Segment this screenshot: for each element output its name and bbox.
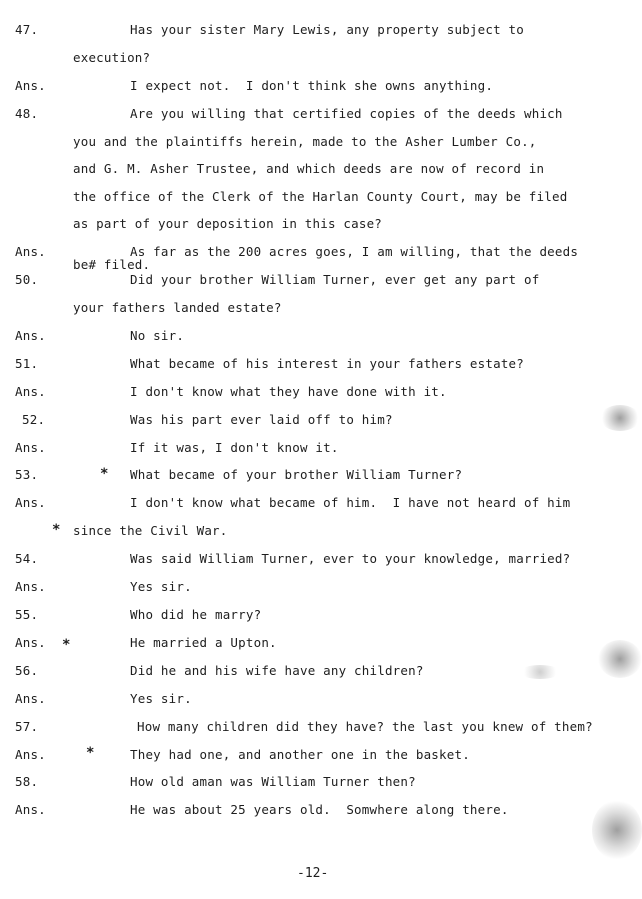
line-text: Was said William Turner, ever to your knowledge, married? [130, 551, 571, 566]
handwritten-asterisk-mark: * [52, 522, 61, 538]
handwritten-asterisk-mark: * [100, 466, 109, 482]
line-text: Has your sister Mary Lewis, any property subject to [130, 22, 525, 37]
line-label: 56. [15, 663, 39, 678]
line-text: be# filed. [73, 257, 151, 272]
scan-noise [598, 640, 642, 678]
line-text: your fathers landed estate? [73, 300, 282, 315]
line-text: the office of the Clerk of the Harlan County Court, may be filed [73, 189, 568, 204]
line-text: No sir. [130, 328, 185, 343]
line-label: Ans. [15, 384, 46, 399]
scan-noise [520, 665, 560, 679]
line-label: 53. [15, 467, 39, 482]
line-text: How old aman was William Turner then? [130, 774, 416, 789]
line-text: I don't know what became of him. I have not heard of him [130, 495, 571, 510]
line-text: I don't know what they have done with it. [130, 384, 447, 399]
line-text: As far as the 200 acres goes, I am willing, that the deeds [130, 244, 579, 259]
line-text: Did he and his wife have any children? [130, 663, 424, 678]
line-text: Who did he marry? [130, 607, 262, 622]
line-label: Ans. [15, 635, 46, 650]
line-text: since the Civil War. [73, 523, 228, 538]
line-label: Ans. [15, 691, 46, 706]
line-label: Ans. [15, 244, 46, 259]
line-label: Ans. [15, 78, 46, 93]
line-text: He married a Upton. [130, 635, 277, 650]
line-text: Yes sir. [130, 691, 192, 706]
line-label: 57. [15, 719, 39, 734]
line-label: Ans. [15, 802, 46, 817]
line-label: 55. [15, 607, 39, 622]
line-text: If it was, I don't know it. [130, 440, 339, 455]
line-label: 48. [15, 106, 39, 121]
line-text: What became of your brother William Turner? [130, 467, 463, 482]
line-label: 52. [22, 412, 46, 427]
line-text: They had one, and another one in the basket. [130, 747, 470, 762]
line-label: 58. [15, 774, 39, 789]
line-text: Did your brother William Turner, ever get any part of [130, 272, 540, 287]
line-text: I expect not. I don't think she owns anything. [130, 78, 494, 93]
line-text: Are you willing that certified copies of the deeds which [130, 106, 563, 121]
line-label: 51. [15, 356, 39, 371]
scan-noise [600, 405, 640, 431]
handwritten-asterisk-mark: * [62, 637, 71, 653]
line-label: Ans. [15, 579, 46, 594]
page-number: -12- [297, 866, 329, 881]
scan-noise [592, 800, 642, 860]
line-label: 47. [15, 22, 39, 37]
line-text: What became of his interest in your fathers estate? [130, 356, 525, 371]
line-text: you and the plaintiffs herein, made to the Asher Lumber Co., [73, 134, 537, 149]
line-text: execution? [73, 50, 151, 65]
line-text: Yes sir. [130, 579, 192, 594]
line-label: Ans. [15, 747, 46, 762]
line-label: 50. [15, 272, 39, 287]
line-text: How many children did they have? the last you knew of them? [137, 719, 593, 734]
line-label: Ans. [15, 328, 46, 343]
line-text: and G. M. Asher Trustee, and which deeds are now of record in [73, 161, 545, 176]
line-text: Was his part ever laid off to him? [130, 412, 393, 427]
handwritten-asterisk-mark: * [86, 745, 95, 761]
line-label: 54. [15, 551, 39, 566]
line-label: Ans. [15, 440, 46, 455]
line-text: as part of your deposition in this case? [73, 216, 383, 231]
line-label: Ans. [15, 495, 46, 510]
line-text: He was about 25 years old. Somwhere along there. [130, 802, 509, 817]
